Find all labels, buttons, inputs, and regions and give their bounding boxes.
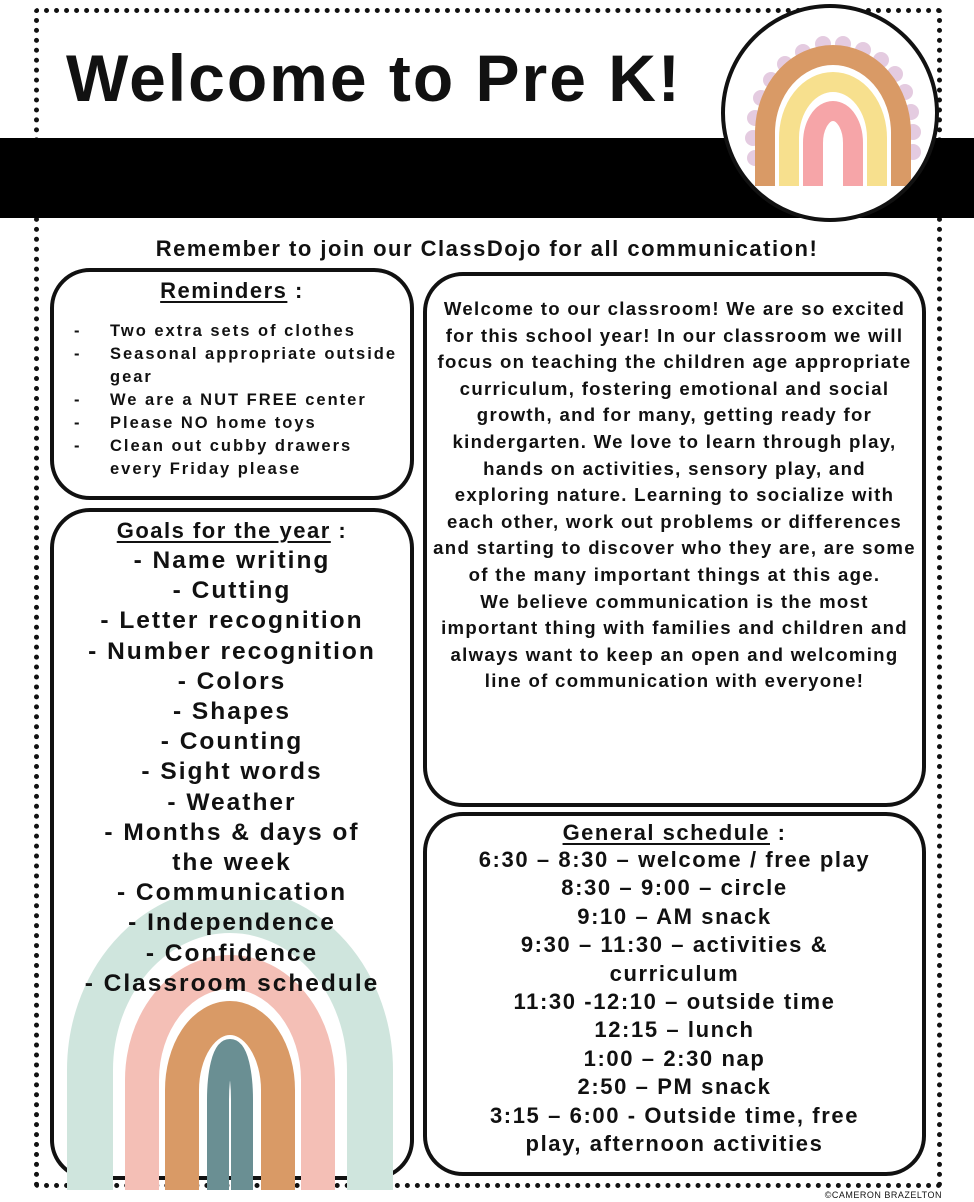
- colon: :: [330, 518, 348, 543]
- reminder-item: - We are a NUT FREE center: [74, 389, 410, 412]
- goal-item: the week: [172, 849, 292, 877]
- schedule-item: 2:50 – PM snack: [577, 1074, 772, 1100]
- reminder-item: - Seasonal appropriate outside gear: [74, 343, 410, 389]
- goal-item: - Weather: [167, 788, 297, 816]
- schedule-item: 9:30 – 11:30 – activities &: [520, 932, 829, 958]
- reminder-item: - Please NO home toys: [74, 412, 410, 435]
- rainbow-icon: [725, 8, 935, 218]
- schedule-item: 9:10 – AM snack: [577, 903, 772, 929]
- goal-item: - Communication: [116, 879, 348, 907]
- colon: :: [769, 820, 787, 845]
- copyright: ©CAMERON BRAZELTON: [824, 1190, 942, 1200]
- goal-item: - Cutting: [172, 577, 292, 605]
- reminders-heading: Reminders: [160, 278, 288, 303]
- goal-item: - Confidence: [145, 939, 319, 967]
- goal-item: - Sight words: [141, 758, 323, 786]
- classdojo-note: Remember to join our ClassDojo for all communication!: [155, 236, 819, 261]
- goal-item: - Letter recognition: [100, 607, 364, 635]
- goal-item: - Independence: [128, 909, 336, 937]
- goal-item: - Months & days of: [104, 818, 360, 846]
- schedule-item: 8:30 – 9:00 – circle: [561, 875, 788, 901]
- schedule-box: [423, 812, 926, 1176]
- reminder-item: - Clean out cubby drawers every Friday please: [74, 435, 410, 481]
- schedule-item: 3:15 – 6:00 - Outside time, free: [489, 1102, 860, 1128]
- reminder-item: - Two extra sets of clothes: [74, 320, 410, 343]
- goal-item: - Name writing: [133, 547, 331, 574]
- goal-item: - Shapes: [172, 698, 292, 726]
- rainbow-badge: [721, 4, 939, 222]
- schedule-item: curriculum: [609, 960, 740, 986]
- schedule-item: 1:00 – 2:30 nap: [583, 1045, 766, 1071]
- schedule-item: 11:30 -12:10 – outside time: [513, 989, 836, 1015]
- goal-item: - Counting: [160, 728, 304, 756]
- communication-text: We believe communication is the most important thing with families and children and always want to keep an open and welcoming line of communication with everyone!: [441, 590, 908, 692]
- welcome-text: Welcome to our classroom! We are so excited for this school year! In our classroom we will focus on teaching the children age appropriate curriculum, fostering emotional and social growth, and for many, getting ready for kindergarten. We love to learn through play, hands on activities, sensory play, and exploring nature. Learning to socialize with each other, work out problems or differences and starting to discover who they are, are some of the many important things at this age.: [433, 298, 916, 585]
- schedule-heading: General schedule: [562, 820, 770, 845]
- goal-item: - Number recognition: [88, 637, 376, 665]
- schedule-item: play, afternoon activities: [525, 1131, 824, 1157]
- goals-heading: Goals for the year: [116, 518, 331, 543]
- goal-item: - Classroom schedule: [84, 969, 380, 997]
- colon: :: [287, 278, 304, 303]
- reminders-box: [50, 268, 414, 500]
- schedule-item: 6:30 – 8:30 – welcome / free play: [478, 847, 871, 872]
- page-title: Welcome to Pre K!: [66, 41, 682, 115]
- goal-item: - Colors: [177, 667, 287, 695]
- schedule-item: 12:15 – lunch: [594, 1017, 755, 1043]
- welcome-box: [423, 272, 926, 807]
